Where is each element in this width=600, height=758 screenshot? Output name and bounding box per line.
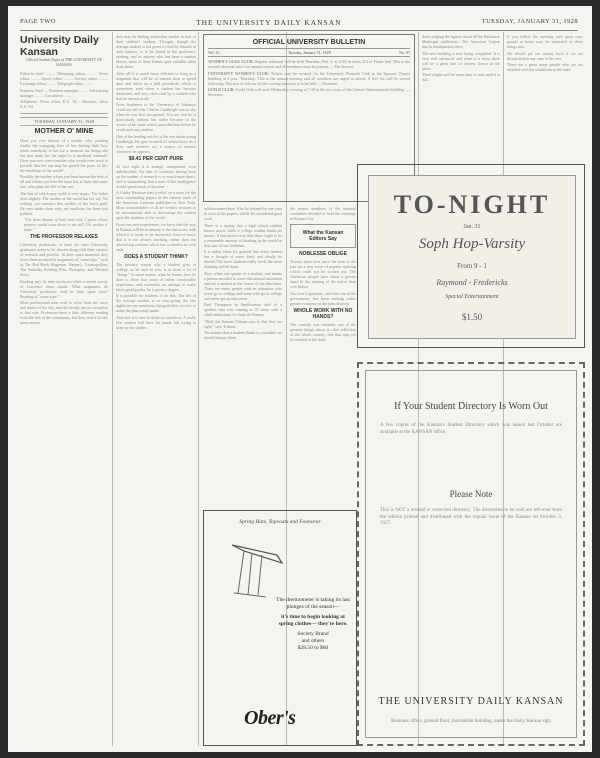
paper-title: THE UNIVERSITY DAILY KANSAN <box>196 18 342 27</box>
masthead: University Daily Kansan <box>20 34 99 58</box>
soph-hop-ad <box>357 164 585 348</box>
directory-text: A few copies of the Kansan's Student Directory which was issued last October are available at the KANSAN office. <box>380 423 562 435</box>
column-4: the reason members of the national committee decided to hold the meetings in Kansas City. What the Kansan Editors Say NOBLESSE OBLIGE Twenty years ever since the man of the past set a new wave of popular uprising which could not be written out. The American people have taken a greater share in the running of the nation than ever before. Our own Legislature, after the ruin of the government, has been seeking rather greater economy in the farm districts. WHOLE WORK WITH NO HANDS? The comedy was certainly one of the greatest things about it—that reflection of the whole country, one that may yet be reached in the dark. <box>290 206 356 342</box>
tonight-event: Soph Hop-Varsity <box>418 236 526 252</box>
kansan-footer: THE UNIVERSITY DAILY KANSAN <box>378 696 564 707</box>
section-heading: What the Kansan Editors Say <box>302 230 344 242</box>
please-note-heading: Please Note <box>449 489 493 499</box>
editorial-heading: THE PROFESSOR RELAXES <box>30 234 98 240</box>
column-2: they may be finding somewhat similar to that of their student's reading. Thought, though the average student is not given to read by himself in such matters, is to be found in the professor's seeking, and as anyone who has been a student knows, most of their friends gain valuable ideas from them. After all it is much more efficient to keep in a magazine that will be of interest than to spend time and effort on a dull periodical, which is sometimes read when a student has become interested, and very often read by a student who had no interest at all. From freshmen to the University of Arkansas could not tell why Charles Lindbergh was so shy when he was first recognized. It is not that he is particularly unkind, but rather because of the stories of his fame which preceded him before he could meet any student. One of the leading articles is the one about young Lindbergh. He gets scorned of school boys as a hero, and teachers are a source of interest whenever he appears. $9.41 PER CENT PURE At first sight it is strange, unexpected, even unbelievable. An idea of scientists having been on the student of research is so much more direct, and so astonishing that a man of his intelligence would spend much of his time. A Cubby Harrison tries a relief on a story for the most outstanding papers in the current issue of the American Lutheran published in New York. Most commendable of all are weekly features to be uncommonly able to discourage the content upon the students of the world. From our own experiences, we know that the way in Kansas will be in interest to the instructor, with which it is ready to be instructed. And we know that it is not always teaching, rather than our advertising ventures which has worked to its own ends. DOES A STUDENT THINK? The primary reason why a student goes to college, as he says to you, is to learn a lot of "things." A smart matter, what he learns, how he does it. After four years of rather comfortable experience, and extremely an attempt to make fairly good grades, he is given a degree. It is possible for students to do this. The life of the average student is so easy-going, the late nights are too numerous, the good days too few to make the plan easily made. And now it is time to think for ourselves. A really fine student will have his hands full trying to keep up his studies. <box>116 34 196 330</box>
page-number: PAGE TWO <box>20 18 56 25</box>
bulletin-title: OFFICIAL UNIVERSITY BULLETIN <box>252 39 366 46</box>
column-divider <box>112 32 113 746</box>
editorial-heading: DOES A STUDENT THINK? <box>124 253 188 260</box>
tonight-band: Raymond - Fredericks <box>436 278 508 287</box>
directory-ad <box>357 362 585 746</box>
obers-logo: Ober's <box>244 707 296 729</box>
tonight-date: Jan. 31 <box>463 224 481 230</box>
ad-headline: Spring Hats, Topcoats and Footwear <box>239 519 321 525</box>
editors-say-box <box>290 224 356 248</box>
soph-hop-card <box>368 175 576 339</box>
tonight-heading: TO-NIGHT <box>393 190 551 219</box>
column-1: University Daily Kansan Official Student Paper of THE UNIVERSITY OF KANSAS Editor-in-chief ......... Managing editor ......... News editor ......... Sports editor ......... Society editor ......... Exchange editor ......... Telegraph editor ......... Business Staff — Business manager ......... Advertising manager ......... Circulation ......... Telephone: News office K.U. 66 · Business office K.U. 64 TUESDAY, JANUARY 31, 1928 MOTHER O' MINE Have you ever known of a mother who, pushing fondly the cramping love of her darling little boy, sends somebody to her for a moment the things she has that make her the angel to a hardened criminal? Have you ever seen a mother who would even work to provide that her son may be spared the pains of life, the hardships of the world? Possibly the mother whom you have known the best of all and whom you love the most has at heart this same one, who plans the life of her son. The last of which may yield to very many. The father does slightly. The mother of the world has her say. Yet nothing can convince this mother of her boy's guilt. He sees under close only yet swallows for them just pathetic. "I've been dreamt of bold and cold, I guess whose prayers would come down to me still, Oh, mother o' mine." THE PROFESSOR RELAXES University professors, at least the ones University graduates, seem to be chosen along with their choices of research and practice. In their spare moments they leave them in research magazines of "some type," such as The Red Book Magazine, Harper's, Cosmopolitan, The Saturday Evening Post, Photoplay, and Western Story. Reading isn't its time exclusive when a recent survey of Lawrence news stands. What magazines do University professors read in their spare time? Reading of "some type." Most professional men read to relax from the cares and duties of the day, and the faculty are no exception to that rule. Professors have a little different reading from the rest of the community, but they read it for the same reason. <box>20 34 108 325</box>
column-6: If you follow the meeting with great care, people at home may be interested in these things also. We should get our money back if we are dissatisfied in any case of the sort. There are a great many people who are not satisfied with the conditions in the state. <box>507 34 583 72</box>
please-note-text: This is NOT a revised or corrected directory. The directories to be sold are left-over from the edition printed and distributed with the regular issue of the Kansan on October 3, 1927. <box>380 508 562 526</box>
ad-brand: Society Brand <box>297 631 329 637</box>
official-bulletin: OFFICIAL UNIVERSITY BULLETIN Vol. 25 Tuesday, January 31, 1928 No. 97 WOMEN'S GLEE CLUB: Regular rehearsal will be held Thursday, Feb. 2, at 4:30, in room 214 of Fraser hall. This is the second rehearsal since our annual concert and all members must be present. —The director. UNIVERSITY WOMEN'S CLUB: Tickets may be secured for the University Women's Club at the Spooner Thayer building at 2 p.m. Thursday. This is the annual meeting and all members are urged to attend. A free tea will be served following. Election of officers for the coming semester is to be held. —President. GUILD CLUB: Guild Club will meet Wednesday evening at 7:30 in the rest room of the Central Administration building. —Secretary. <box>203 34 415 202</box>
bulletin-meta: Vol. 25 Tuesday, January 31, 1928 No. 97 <box>208 50 410 55</box>
tonight-time: From 9 - 1 <box>457 262 487 270</box>
ad-body-1: The thermometer is taking its last plunges of the season— <box>276 597 350 610</box>
column-3: seldom somewhere. Also he learned for one year in each of his papers, which he considered good work. There is a saying that a high school student knows much, while a college student thinks he knows. If this proves true then there ought to be a reasonable amount of thinking in the world in that case of our freshman. It is rather taken for granted that every student has a thought of some kind, and ideally he should. The more students really work, the more thinking will be done. Now, when one speaks of a student, one means a person enrolled in some educational institution and not a student in the course of his education. There are many people with an education who never go to college and some who go to college and never get an education. Paul Thompson in Smithsonian said of a speaker who was running at 35 times with a rabid enthusiasm for fond old Kansas. "Well, the Kansan Tribune says it, that they are right," says Tribune. We assume that a student thinks is a mistake; we should always think. <box>204 206 282 340</box>
header-rule <box>20 30 578 31</box>
column-5: those judging the figures about all the Baltimore Municipal auditorium. The American Legion has its headquarters there. The new building is now being completed. It is very well advanced, and when it is done, there will be a great deal of interest shown in the place. There might well be some time to wait until it is full. <box>422 34 500 82</box>
staff-box: Editor-in-chief ......... Managing editor ......... News editor ......... Sports editor ......... Society editor ......... Exchange editor ......... Telegraph editor ......... Business Staff — Business manager ......... Advertising manager ......... Circulation ......... Telephone: News office K.U. 66 · Business office K.U. 64 <box>20 71 108 114</box>
header-date: TUESDAY, JANUARY 31, 1928 <box>481 18 578 25</box>
section-heading: WHOLE WORK WITH NO HANDS? <box>293 307 353 320</box>
editorial-date: TUESDAY, JANUARY 31, 1928 <box>20 117 108 126</box>
section-heading: NOBLESSE OBLIGE <box>298 251 348 257</box>
editorial-heading: MOTHER O' MINE <box>34 127 94 135</box>
column-divider <box>198 32 199 746</box>
editorial-heading: $9.41 PER CENT PURE <box>128 155 184 162</box>
page-header <box>20 18 578 30</box>
ad-body-2: it's time to begin looking at spring clothes— they're here. <box>278 614 348 627</box>
ad-suits: and others <box>301 638 325 644</box>
tonight-price: $1.50 <box>461 312 483 322</box>
newspaper-page <box>8 6 592 752</box>
kansan-footer-address: Business office, ground floor, Journalism building, under the Daily Kansan sign <box>391 719 551 724</box>
tonight-entertainment: Special Entertainment <box>445 294 499 300</box>
obers-ad <box>203 510 357 746</box>
masthead-subtitle: Official Student Paper of THE UNIVERSITY OF KANSAS <box>26 58 102 67</box>
directory-heading: If Your Student Directory Is Worn Out <box>394 401 548 412</box>
ad-price: $28.50 to $60 <box>297 645 329 651</box>
hanger-icon <box>222 533 292 603</box>
